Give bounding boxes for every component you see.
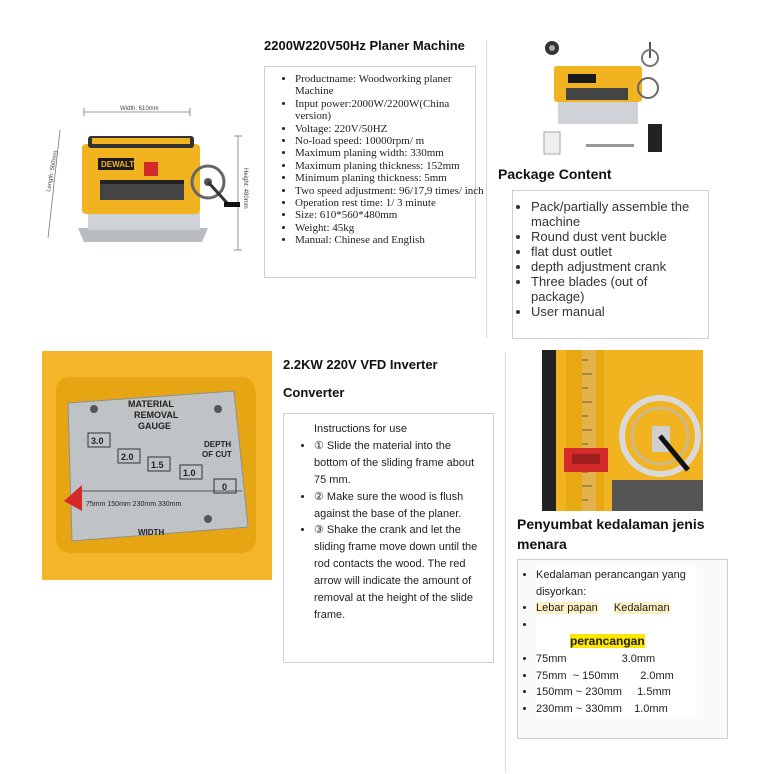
- header-planing: perancangan: [570, 634, 645, 649]
- spec-item: • Maximum planing width: 330mm: [295, 147, 469, 159]
- package-title: Package Content: [498, 166, 612, 182]
- package-item: • Pack/partially assemble the machine: [531, 199, 702, 229]
- spec-item: • Productname: Woodworking planer Machine: [295, 73, 469, 98]
- spec-item: • Maximum planing thickness: 152mm: [295, 160, 469, 172]
- spec-item: • Weight: 45kg: [295, 222, 469, 234]
- spec-item: • No-load speed: 10000rpm/ m: [295, 135, 469, 147]
- depth-stop-image: [542, 350, 703, 511]
- spec-box: [264, 66, 484, 278]
- depth-table-box: [517, 559, 728, 739]
- package-box: [512, 190, 709, 339]
- package-item: • flat dust outlet: [531, 244, 702, 259]
- gauge-step: 0: [222, 482, 228, 492]
- package-item: • depth adjustment crank: [531, 259, 702, 274]
- gauge-depth-label: DEPTH: [204, 440, 232, 449]
- inverter-title-line1: 2.2KW 220V VFD Inverter: [283, 357, 438, 372]
- gauge-depth-label: OF CUT: [202, 450, 232, 459]
- instruction-step: • ② Make sure the wood is flush against the base of the planer.: [314, 489, 481, 523]
- package-image: [536, 36, 680, 160]
- spec-item: • Operation rest time: 1/ 3 minute: [295, 197, 469, 209]
- gauge-step: 3.0: [91, 436, 104, 446]
- spec-item: • Input power:2000W/2200W(China version): [295, 98, 469, 123]
- instruction-heading: Instructions for use: [314, 423, 407, 435]
- gauge-header-line: GAUGE: [138, 421, 172, 431]
- gauge-step: 1.5: [151, 460, 164, 470]
- brand-logo: DEWALT: [101, 160, 135, 169]
- spec-item: • Two speed adjustment: 96/17,9 times/ inch: [295, 185, 469, 197]
- depth-intro: • Kedalaman perancangan yang disyorkan:: [536, 567, 697, 600]
- spec-item: • Size: 610*560*480mm: [295, 209, 469, 221]
- depth-empty-row: [536, 617, 697, 634]
- package-item: • User manual: [531, 304, 702, 319]
- instruction-step: • ③ Shake the crank and let the sliding frame move down until the rod contacts the wood. The red arrow will indicate the amount of removal at the height of the slide frame.: [314, 522, 481, 623]
- package-item: • Three blades (out of package): [531, 274, 702, 304]
- gauge-header-line: MATERIAL: [128, 399, 174, 409]
- gauge-step: 2.0: [121, 452, 134, 462]
- depth-row: • 75mm ~ 150mm 2.0mm: [536, 668, 697, 685]
- depth-row: • 150mm ~ 230mm 1.5mm: [536, 684, 697, 701]
- spec-item: • Voltage: 220V/50HZ: [295, 123, 469, 135]
- gauge-header-line: REMOVAL: [134, 410, 179, 420]
- depth-row: • 75mm 3.0mm: [536, 651, 697, 668]
- header-depth: Kedalaman: [613, 602, 670, 615]
- gauge-step: 1.0: [183, 468, 196, 478]
- planer-image: [40, 100, 250, 260]
- spec-item: • Minimum planing thickness: 5mm: [295, 172, 469, 184]
- depth-stop-title: Penyumbat kedalaman jenis menara: [517, 516, 705, 552]
- instruction-step: • ① Slide the material into the bottom of the sliding frame about 75 mm.: [314, 438, 481, 489]
- gauge-width-label: WIDTH: [138, 528, 165, 537]
- header-board-width: Lebar papan: [536, 602, 598, 615]
- length-dimension: Length: 560mm: [46, 150, 60, 193]
- depth-header-sub: [536, 633, 697, 651]
- planer-title: 2200W220V50Hz Planer Machine: [264, 38, 465, 53]
- depth-header-row: [536, 600, 697, 617]
- spec-item: • Manual: Chinese and English: [295, 234, 469, 246]
- gauge-widths: 75mm 150mm 230mm 330mm: [86, 501, 182, 508]
- gauge-image: [42, 351, 272, 580]
- divider: [505, 352, 506, 772]
- height-dimension: Height: 480mm: [242, 168, 248, 209]
- divider: [486, 40, 487, 338]
- instructions-box: [283, 413, 494, 663]
- inverter-title-line2: Converter: [283, 385, 345, 400]
- width-dimension: Width: 610mm: [120, 106, 159, 112]
- package-item: • Round dust vent buckle: [531, 229, 702, 244]
- depth-row: • 230mm ~ 330mm 1.0mm: [536, 701, 697, 718]
